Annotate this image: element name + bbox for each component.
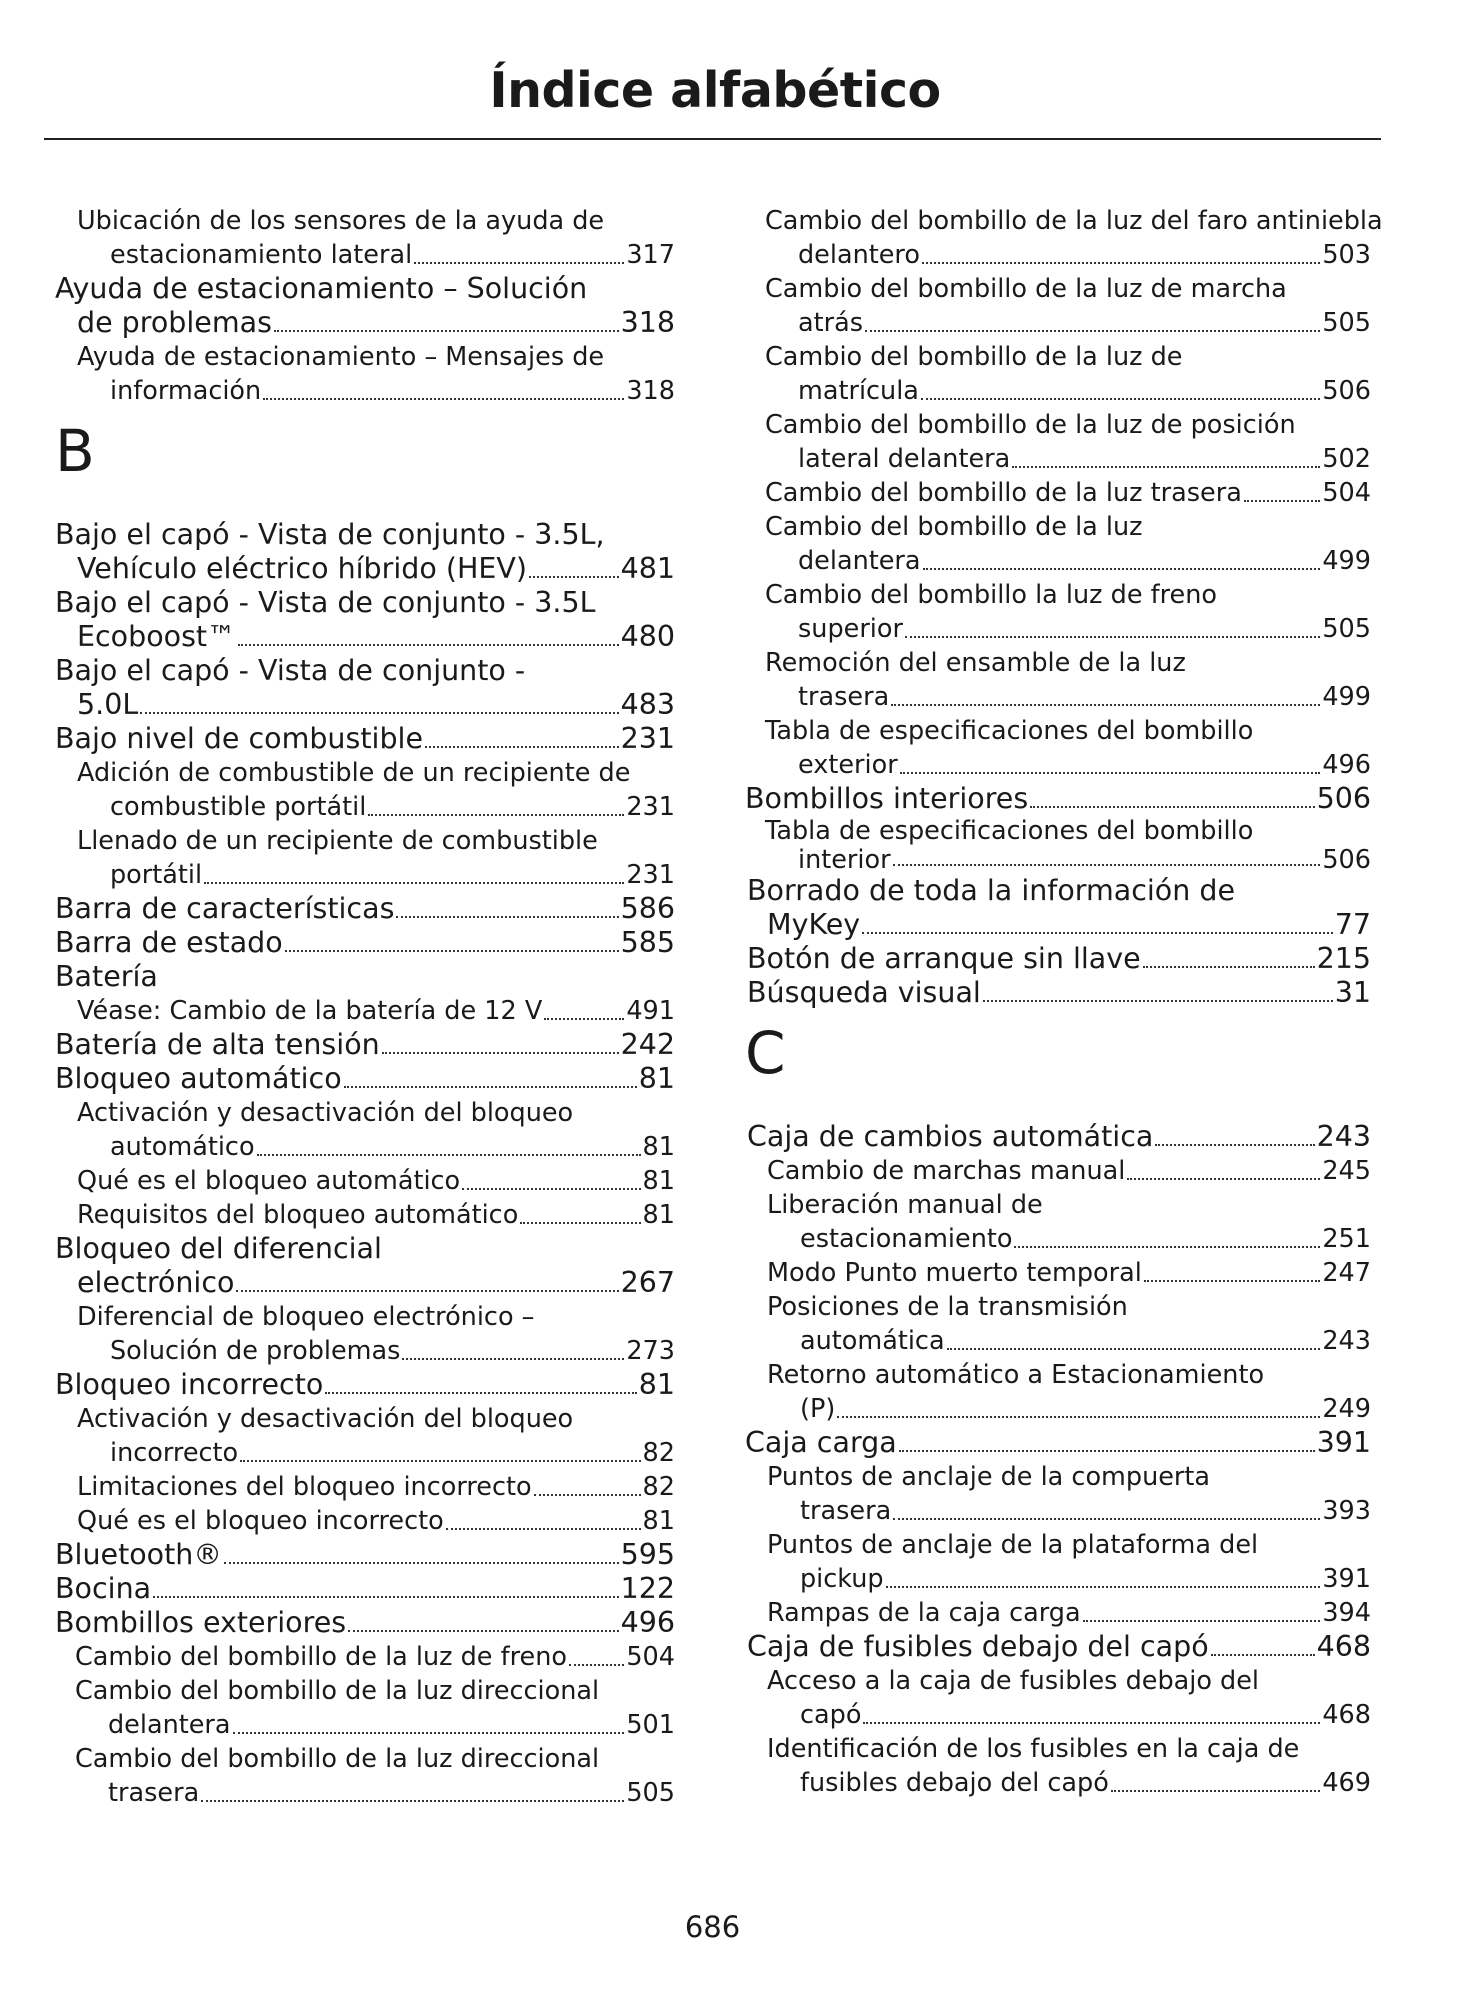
dot-leader <box>1155 1144 1314 1146</box>
dot-leader <box>520 1222 640 1224</box>
index-entry <box>55 1028 675 1062</box>
entry-page: 506 <box>1322 845 1371 875</box>
index-entry <box>745 748 1371 782</box>
entry-page: 502 <box>1322 444 1371 474</box>
index-entry-text: Activación y desactivación del bloqueo <box>77 1098 574 1128</box>
entry-page: 586 <box>620 892 675 925</box>
index-entry-text: Ubicación de los sensores de la ayuda de <box>77 206 605 236</box>
entry-page: 468 <box>1316 1630 1371 1663</box>
entry-label: superior <box>798 614 903 644</box>
entry-label: Batería de alta tensión <box>55 1028 380 1061</box>
entry-page: 506 <box>1316 782 1371 815</box>
index-entry <box>745 238 1371 272</box>
index-entry <box>745 1494 1371 1528</box>
index-entry <box>55 994 675 1028</box>
dot-leader <box>1211 1654 1315 1656</box>
index-entry-text: Cambio del bombillo de la luz direccional <box>75 1676 600 1706</box>
index-entry-text: Diferencial de bloqueo electrónico – <box>77 1302 535 1332</box>
entry-label: Barra de estado <box>55 926 283 959</box>
dot-leader <box>891 704 1320 706</box>
index-entry-text: Batería <box>55 960 158 993</box>
dot-leader <box>569 1664 624 1666</box>
index-entry-text: Identificación de los fusibles en la caja de <box>767 1734 1300 1764</box>
entry-label: atrás <box>798 308 864 338</box>
entry-label: incorrecto <box>110 1438 239 1468</box>
entry-label: MyKey <box>767 908 861 941</box>
section-letter-b: B <box>55 417 95 485</box>
index-entry <box>55 1538 675 1572</box>
entry-label: Rampas de la caja carga <box>767 1598 1081 1628</box>
entry-page: 496 <box>1322 750 1371 780</box>
entry-label: Cambio de marchas manual <box>767 1156 1126 1186</box>
dot-leader <box>236 1290 618 1292</box>
entry-page: 394 <box>1322 1598 1371 1628</box>
index-entry <box>55 1198 675 1232</box>
dot-leader <box>240 1460 640 1462</box>
entry-label: trasera <box>108 1778 200 1808</box>
entry-label: Caja de fusibles debajo del capó <box>747 1630 1209 1663</box>
entry-page: 595 <box>620 1538 675 1571</box>
dot-leader <box>947 1348 1321 1350</box>
entry-page: 249 <box>1322 1394 1371 1424</box>
dot-leader <box>534 1494 641 1496</box>
dot-leader <box>325 1392 636 1394</box>
dot-leader <box>348 1630 618 1632</box>
entry-label: Qué es el bloqueo automático <box>77 1166 461 1196</box>
index-entry <box>745 908 1371 942</box>
index-entry <box>55 1572 675 1606</box>
entry-label: matrícula <box>798 376 919 406</box>
dot-leader <box>204 882 624 884</box>
entry-page: 215 <box>1316 942 1371 975</box>
dot-leader <box>865 330 1320 332</box>
entry-label: interior <box>798 845 891 875</box>
index-entry <box>55 1606 675 1640</box>
entry-page: 585 <box>620 926 675 959</box>
index-entry <box>745 1698 1371 1732</box>
entry-page: 231 <box>626 792 675 822</box>
index-entry <box>745 1596 1371 1630</box>
index-entry <box>55 1504 675 1538</box>
entry-label: información <box>110 376 262 406</box>
index-entry <box>55 1164 675 1198</box>
dot-leader <box>837 1416 1320 1418</box>
dot-leader <box>1143 966 1315 968</box>
entry-page: 505 <box>1322 308 1371 338</box>
entry-label: electrónico <box>77 1266 235 1299</box>
entry-page: 504 <box>626 1642 675 1672</box>
dot-leader <box>1030 806 1314 808</box>
dot-leader <box>1127 1178 1320 1180</box>
entry-page: 81 <box>642 1166 675 1196</box>
entry-page: 506 <box>1322 376 1371 406</box>
index-entry-text: Acceso a la caja de fusibles debajo del <box>767 1666 1260 1696</box>
dot-leader <box>1083 1620 1321 1622</box>
dot-leader <box>905 636 1320 638</box>
dot-leader <box>1111 1790 1320 1792</box>
dot-leader <box>893 1518 1320 1520</box>
entry-page: 82 <box>642 1438 675 1468</box>
dot-leader <box>414 262 624 264</box>
entry-label: fusibles debajo del capó <box>800 1768 1109 1798</box>
dot-leader <box>285 950 619 952</box>
index-entry <box>55 1062 675 1096</box>
index-entry-text: Retorno automático a Estacionamiento <box>767 1360 1265 1390</box>
index-entry <box>55 1776 675 1810</box>
entry-page: 251 <box>1322 1224 1371 1254</box>
index-entry-text: Bajo el capó - Vista de conjunto - 3.5L <box>55 586 596 619</box>
entry-label: estacionamiento lateral <box>110 240 413 270</box>
dot-leader <box>863 1722 1320 1724</box>
entry-label: Véase: Cambio de la batería de 12 V <box>77 996 543 1026</box>
entry-page: 499 <box>1322 682 1371 712</box>
index-entry <box>745 1120 1371 1154</box>
index-entry-text: Cambio del bombillo de la luz de marcha <box>765 274 1287 304</box>
entry-label: Cambio del bombillo de la luz trasera <box>765 478 1242 508</box>
entry-label: capó <box>800 1700 862 1730</box>
index-entry <box>745 306 1371 340</box>
index-entry-text: Cambio del bombillo de la luz del faro antiniebla <box>765 206 1383 236</box>
entry-page: 496 <box>620 1606 675 1639</box>
entry-page: 469 <box>1322 1768 1371 1798</box>
index-entry <box>745 1562 1371 1596</box>
index-entry-text: Cambio del bombillo la luz de freno <box>765 580 1217 610</box>
index-entry <box>55 858 675 892</box>
entry-label: Bocina <box>55 1572 152 1605</box>
dot-leader <box>900 772 1321 774</box>
entry-label: Requisitos del bloqueo automático <box>77 1200 519 1230</box>
page-title: Índice alfabético <box>489 62 941 119</box>
index-entry <box>745 1766 1371 1800</box>
entry-page: 81 <box>642 1506 675 1536</box>
index-entry-text: Adición de combustible de un recipiente de <box>77 758 631 788</box>
entry-label: de problemas <box>77 306 272 339</box>
dot-leader <box>402 1358 624 1360</box>
page-number: 686 <box>684 1910 741 1944</box>
index-entry <box>55 722 675 756</box>
entry-label: exterior <box>798 750 898 780</box>
dot-leader <box>921 398 1320 400</box>
index-entry <box>55 892 675 926</box>
dot-leader <box>1014 1246 1320 1248</box>
index-entry <box>55 1470 675 1504</box>
dot-leader <box>1244 500 1321 502</box>
entry-label: Qué es el bloqueo incorrecto <box>77 1506 444 1536</box>
entry-page: 122 <box>620 1572 675 1605</box>
index-entry <box>745 1256 1371 1290</box>
entry-page: 505 <box>626 1778 675 1808</box>
entry-page: 273 <box>626 1336 675 1366</box>
entry-label: trasera <box>800 1496 892 1526</box>
entry-page: 480 <box>620 620 675 653</box>
entry-label: Bombillos interiores <box>745 782 1029 815</box>
index-entry-text: Activación y desactivación del bloqueo <box>77 1404 574 1434</box>
dot-leader <box>382 1052 619 1054</box>
entry-page: 77 <box>1334 908 1371 941</box>
entry-page: 81 <box>642 1132 675 1162</box>
dot-leader <box>983 1000 1333 1002</box>
index-entry <box>745 1222 1371 1256</box>
dot-leader <box>344 1086 637 1088</box>
index-entry-text: Bloqueo del diferencial <box>55 1232 382 1265</box>
index-entry-text: Cambio del bombillo de la luz direccional <box>75 1744 600 1774</box>
index-entry <box>745 846 1371 874</box>
entry-label: Búsqueda visual <box>747 976 981 1009</box>
entry-label: Caja de cambios automática <box>747 1120 1154 1153</box>
entry-page: 503 <box>1322 240 1371 270</box>
entry-label: Cambio del bombillo de la luz de freno <box>75 1642 567 1672</box>
entry-page: 31 <box>1334 976 1371 1009</box>
index-entry <box>55 1334 675 1368</box>
entry-label: combustible portátil <box>110 792 367 822</box>
index-entry <box>55 1368 675 1402</box>
entry-label: delantero <box>798 240 920 270</box>
dot-leader <box>257 1154 641 1156</box>
dot-leader <box>140 712 618 714</box>
dot-leader <box>233 1732 625 1734</box>
index-entry-text: Cambio del bombillo de la luz de <box>765 342 1183 372</box>
index-entry <box>55 620 675 654</box>
dot-leader <box>529 576 619 578</box>
index-entry-text: Ayuda de estacionamiento – Solución <box>55 272 588 305</box>
index-entry <box>745 1426 1371 1460</box>
entry-label: portátil <box>110 860 203 890</box>
index-entry <box>55 790 675 824</box>
entry-label: Vehículo eléctrico híbrido (HEV) <box>77 552 528 585</box>
dot-leader <box>446 1528 641 1530</box>
index-entry-text: Tabla de especificaciones del bombillo <box>765 716 1254 746</box>
dot-leader <box>862 932 1333 934</box>
index-entry-text: Liberación manual de <box>767 1190 1043 1220</box>
dot-leader <box>224 1562 619 1564</box>
entry-label: delantera <box>108 1710 231 1740</box>
dot-leader <box>899 1450 1315 1452</box>
entry-page: 391 <box>1316 1426 1371 1459</box>
index-entry <box>745 976 1371 1010</box>
index-entry-text: Borrado de toda la información de <box>747 874 1235 907</box>
entry-label: automática <box>800 1326 945 1356</box>
dot-leader <box>462 1188 640 1190</box>
entry-label: trasera <box>798 682 890 712</box>
entry-label: Caja carga <box>745 1426 897 1459</box>
entry-page: 318 <box>626 376 675 406</box>
index-entry-text: Ayuda de estacionamiento – Mensajes de <box>77 342 605 372</box>
dot-leader <box>425 746 619 748</box>
entry-label: automático <box>110 1132 255 1162</box>
index-entry <box>55 1640 675 1674</box>
dot-leader <box>274 330 619 332</box>
index-entry <box>55 306 675 340</box>
index-entry-text: Puntos de anclaje de la compuerta <box>767 1462 1211 1492</box>
entry-page: 483 <box>620 688 675 721</box>
index-column-right <box>745 204 1383 1800</box>
entry-label: Bloqueo automático <box>55 1062 342 1095</box>
dot-leader <box>1144 1280 1320 1282</box>
section-letter-c: C <box>745 1019 786 1087</box>
index-entry-text: Cambio del bombillo de la luz de posición <box>765 410 1296 440</box>
index-entry <box>55 552 675 586</box>
entry-page: 247 <box>1322 1258 1371 1288</box>
index-entry <box>745 1324 1371 1358</box>
index-column-left <box>55 204 675 1810</box>
entry-page: 391 <box>1322 1564 1371 1594</box>
entry-page: 318 <box>620 306 675 339</box>
index-entry-text: Tabla de especificaciones del bombillo <box>765 816 1254 846</box>
index-entry <box>745 612 1371 646</box>
entry-label: Botón de arranque sin llave <box>747 942 1141 975</box>
entry-label: Ecoboost™ <box>77 620 236 653</box>
entry-label: Limitaciones del bloqueo incorrecto <box>77 1472 532 1502</box>
dot-leader <box>153 1596 618 1598</box>
entry-label: lateral delantera <box>798 444 1011 474</box>
index-entry <box>745 1154 1371 1188</box>
entry-page: 231 <box>626 860 675 890</box>
index-entry <box>745 544 1371 578</box>
entry-label: 5.0L <box>77 688 139 721</box>
index-entry <box>745 374 1371 408</box>
dot-leader <box>544 1018 624 1020</box>
entry-page: 245 <box>1322 1156 1371 1186</box>
dot-leader <box>1012 466 1320 468</box>
entry-label: Bloqueo incorrecto <box>55 1368 324 1401</box>
entry-page: 468 <box>1322 1700 1371 1730</box>
index-entry <box>55 1436 675 1470</box>
dot-leader <box>396 916 618 918</box>
index-entry <box>55 926 675 960</box>
title-divider <box>44 138 1381 140</box>
dot-leader <box>238 644 619 646</box>
dot-leader <box>368 814 624 816</box>
entry-page: 82 <box>642 1472 675 1502</box>
entry-label: (P) <box>800 1394 836 1424</box>
index-entry-text: Llenado de un recipiente de combustible <box>77 826 598 856</box>
entry-label: Bluetooth® <box>55 1538 222 1571</box>
entry-page: 231 <box>620 722 675 755</box>
index-entry <box>745 680 1371 714</box>
entry-page: 243 <box>1322 1326 1371 1356</box>
index-entry <box>55 238 675 272</box>
entry-label: Solución de problemas <box>110 1336 401 1366</box>
index-entry-text: Bajo el capó - Vista de conjunto - 3.5L, <box>55 518 605 551</box>
entry-page: 505 <box>1322 614 1371 644</box>
entry-label: Bajo nivel de combustible <box>55 722 423 755</box>
dot-leader <box>886 1586 1321 1588</box>
index-entry <box>55 1130 675 1164</box>
index-entry-text: Cambio del bombillo de la luz <box>765 512 1143 542</box>
entry-label: estacionamiento <box>800 1224 1013 1254</box>
index-entry <box>55 1266 675 1300</box>
index-entry-text: Posiciones de la transmisión <box>767 1292 1128 1322</box>
dot-leader <box>893 864 1321 866</box>
index-entry <box>55 1708 675 1742</box>
index-entry <box>55 374 675 408</box>
entry-page: 393 <box>1322 1496 1371 1526</box>
index-entry <box>745 942 1371 976</box>
entry-page: 267 <box>620 1266 675 1299</box>
entry-page: 81 <box>638 1062 675 1095</box>
index-entry <box>745 782 1371 816</box>
index-entry <box>745 476 1371 510</box>
entry-label: Modo Punto muerto temporal <box>767 1258 1142 1288</box>
entry-page: 242 <box>620 1028 675 1061</box>
index-entry-text: Bajo el capó - Vista de conjunto - <box>55 654 526 687</box>
index-entry <box>745 1630 1371 1664</box>
dot-leader <box>923 568 1321 570</box>
entry-page: 317 <box>626 240 675 270</box>
entry-label: Bombillos exteriores <box>55 1606 347 1639</box>
entry-page: 499 <box>1322 546 1371 576</box>
entry-page: 501 <box>626 1710 675 1740</box>
entry-page: 491 <box>626 996 675 1026</box>
entry-page: 504 <box>1322 478 1371 508</box>
index-entry-text: Remoción del ensamble de la luz <box>765 648 1186 678</box>
dot-leader <box>201 1800 624 1802</box>
index-entry <box>745 1392 1371 1426</box>
index-entry <box>745 442 1371 476</box>
entry-page: 243 <box>1316 1120 1371 1153</box>
entry-page: 481 <box>620 552 675 585</box>
entry-page: 81 <box>642 1200 675 1230</box>
index-entry-text: Puntos de anclaje de la plataforma del <box>767 1530 1259 1560</box>
entry-label: delantera <box>798 546 921 576</box>
dot-leader <box>263 398 624 400</box>
dot-leader <box>922 262 1320 264</box>
entry-page: 81 <box>638 1368 675 1401</box>
entry-label: pickup <box>800 1564 884 1594</box>
index-entry <box>55 688 675 722</box>
entry-label: Barra de características <box>55 892 395 925</box>
